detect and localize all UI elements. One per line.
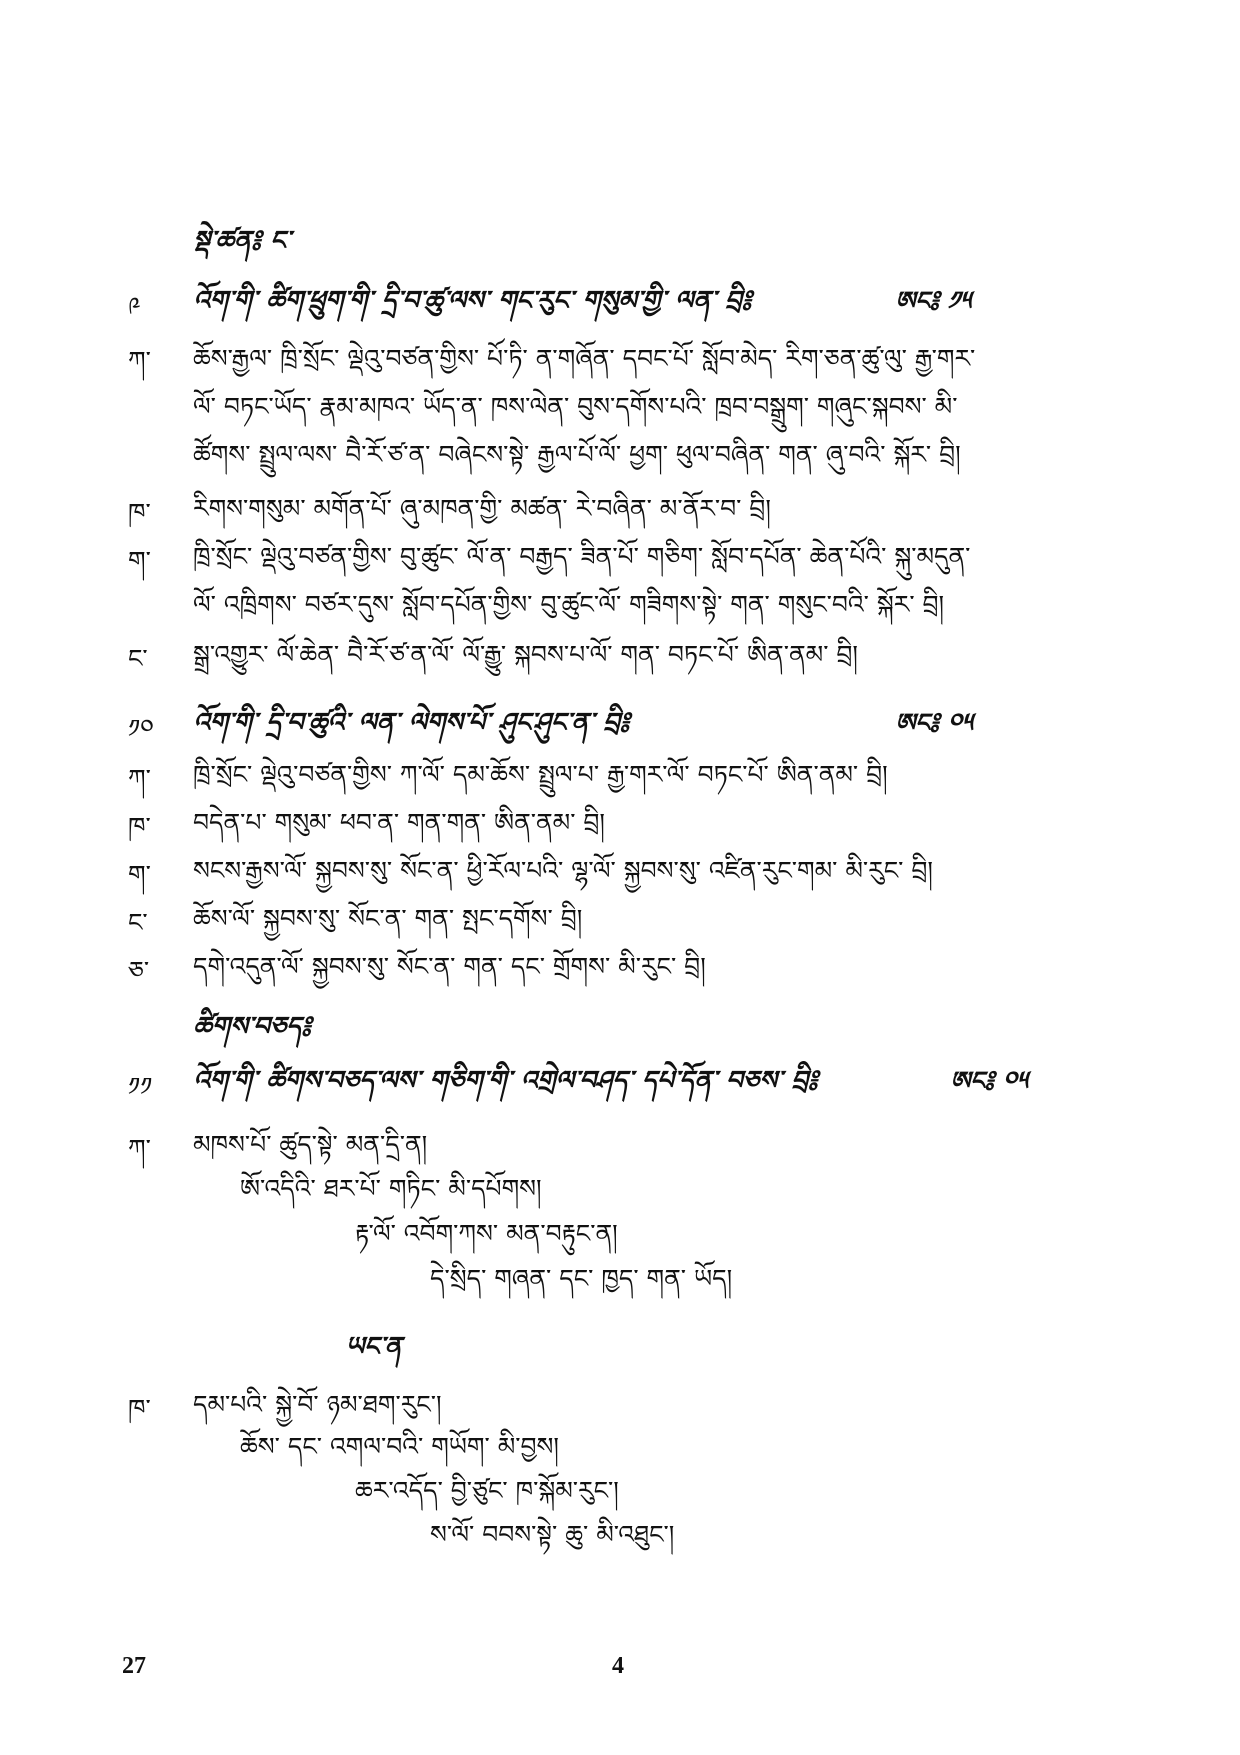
q10-item-text: སངས་རྒྱས་ལོ་ སྐྱབས་སུ་ སོང་ན་ ཕྱི་རོལ་པའི་ ལྷ་ལོ་ སྐྱབས་སུ་ འཛིན་རུང་གམ་ མི་རུང་ བྲི། [193,856,933,885]
question-9-marks: ཨང༔ ༡༥ [895,286,971,315]
question-10-number: ༡༠ [128,714,154,743]
q10-item-text: དགེ་འདུན་ལོ་ སྐྱབས་སུ་ སོང་ན་ གན་ དང་ གྲོགས་ མི་རུང་ བྲི། [193,952,706,981]
question-10-marks: ཨང༔ ༠༥ [895,708,973,737]
question-11-marks: ཨང༔ ༠༥ [950,1066,1028,1095]
q10-item-text: ཁྲི་སྲོང་ ལྡེའུ་བཙན་གྱིས་ ཀ་ལོ་ དམ་ཆོས་ སྤྲུལ་པ་ རྒྱ་གར་ལོ་ བཏང་པོ་ ཨིན་ནམ་ བྲི། [193,760,888,789]
q9-d-label: ང་ [128,644,148,673]
q10-item-label: ཅ་ [128,956,150,985]
verse-b-line-4: ས་ལོ་ བབས་སྟེ་ ཆུ་ མི་འཐུང་། [430,1520,675,1549]
question-9-heading: འོག་གི་ ཚིག་ཕྲུག་གི་ དྲི་བ་ཚུ་ལས་ གང་རུང་ གསུམ་གྱི་ ལན་ བྲི༔ [193,286,752,316]
q9-a-line-1: ཆོས་རྒྱལ་ ཁྲི་སྲོང་ ལྡེའུ་བཙན་གྱིས་ པོ་ཏི་ ན་གཞོན་ དབང་པོ་ སློབ་མེད་ རིག་ཅན་ཚུ་ལུ་ རྒྱ་གར་ [193,344,976,373]
q9-a-line-2: ལོ་ བཏང་ཡོད་ རྣམ་མཁའ་ ཡོད་ན་ ཁས་ལེན་ བུས་དགོས་པའི་ ཁྲབ་བསྒྲུག་ གཞུང་སྐབས་ མི་ [193,392,958,421]
q9-c-label: ག་ [128,546,151,575]
verse-a-line-2: ཨོ་འདིའི་ ཐར་པོ་ གཏིང་ མི་དཔོགས། [240,1174,542,1203]
q9-c-line-1: ཁྲི་སྲོང་ ལྡེའུ་བཙན་གྱིས་ བུ་ཚུང་ ལོ་ན་ བརྒྱད་ ཟིན་པོ་ གཅིག་ སློབ་དཔོན་ ཆེན་པོའི་ སྐུ་མདུན་ [193,542,971,571]
q10-item-text: ཆོས་ལོ་ སྐྱབས་སུ་ སོང་ན་ གན་ སྤང་དགོས་ བྲི། [193,904,583,933]
q10-item-label: ཀ་ [128,764,151,793]
q9-d-line-1: སྒྲ་འགྱུར་ ལོ་ཆེན་ བཻ་རོ་ཙ་ན་ལོ་ ལོ་རྒྱུ་ སྐབས་པ་ལོ་ གན་ བཏང་པོ་ ཨིན་ནམ་ བྲི། [193,640,858,669]
paper-code: 27 [122,1653,146,1679]
verse-a-line-1: མཁས་པོ་ ཚུད་སྟེ་ མན་དྲི་ན། [193,1130,428,1159]
q10-item-label: ག་ [128,860,151,889]
verse-b-line-3: ཆར་འདོད་ བྱི་ཙུང་ ཁ་སྐོམ་རུང་། [355,1476,619,1505]
question-11-number: ༡༡ [128,1072,153,1101]
q10-item-text: བདེན་པ་ གསུམ་ ཕབ་ན་ གན་གན་ ཨིན་ནམ་ བྲི། [193,808,605,837]
verse-a-line-4: དེ་སྲིད་ གཞན་ དང་ ཁྱད་ གན་ ཡོད། [430,1264,733,1293]
q9-a-line-3: ཚོགས་ སྤྲུལ་ལས་ བཻ་རོ་ཙ་ན་ བཞེངས་སྟེ་ རྒྱལ་པོ་ལོ་ ཕྱག་ ཕུལ་བཞིན་ གན་ ཞུ་བའི་ སྐོར་ བྲི། [193,440,961,469]
q9-c-line-2: ལོ་ འཁྲིགས་ བཙར་དུས་ སློབ་དཔོན་གྱིས་ བུ་ཚུང་ལོ་ གཟིགས་སྟེ་ གན་ གསུང་བའི་ སྐོར་ བྲི། [193,590,945,619]
verse-b-line-1: དམ་པའི་ སྐྱེ་བོ་ ཉམ་ཐག་རུང་། [193,1390,442,1419]
q9-b-line-1: རིགས་གསུམ་ མགོན་པོ་ ཞུ་མཁན་གྱི་ མཚན་ རེ་བཞིན་ མ་ནོར་བ་ བྲི། [193,494,771,523]
q9-a-label: ཀ་ [128,346,151,375]
q10-item-label: ང་ [128,908,148,937]
question-10-heading: འོག་གི་ དྲི་བ་ཚུའི་ ལན་ ལེགས་པོ་ ཤུང་ཤུང་ན་ བྲི༔ [193,708,630,738]
or-label: ཡང་ན [345,1332,402,1362]
question-11-heading: འོག་གི་ ཚིགས་བཅད་ལས་ གཅིག་གི་ འགྲེལ་བཤད་ དཔེ་དོན་ བཅས་ བྲི༔ [193,1066,818,1096]
q11-a-label: ཀ་ [128,1134,151,1163]
section-title: སྡེ་ཚན༔ ང་ [193,226,291,256]
verse-b-line-2: ཆོས་ དང་ འགལ་བའི་ གཡོག་ མི་བྱས། [240,1432,559,1461]
q11-b-label: ཁ་ [128,1394,151,1423]
verse-section-title: ཚིགས་བཅད༔ [193,1012,311,1042]
q10-item-label: ཁ་ [128,812,151,841]
page-number: 4 [612,1653,624,1679]
q9-b-label: ཁ་ [128,498,151,527]
question-9-number: ༩ [128,292,141,321]
verse-a-line-3: རྟ་ལོ་ འབོག་ཀས་ མན་བརྟུང་ན། [355,1219,618,1248]
